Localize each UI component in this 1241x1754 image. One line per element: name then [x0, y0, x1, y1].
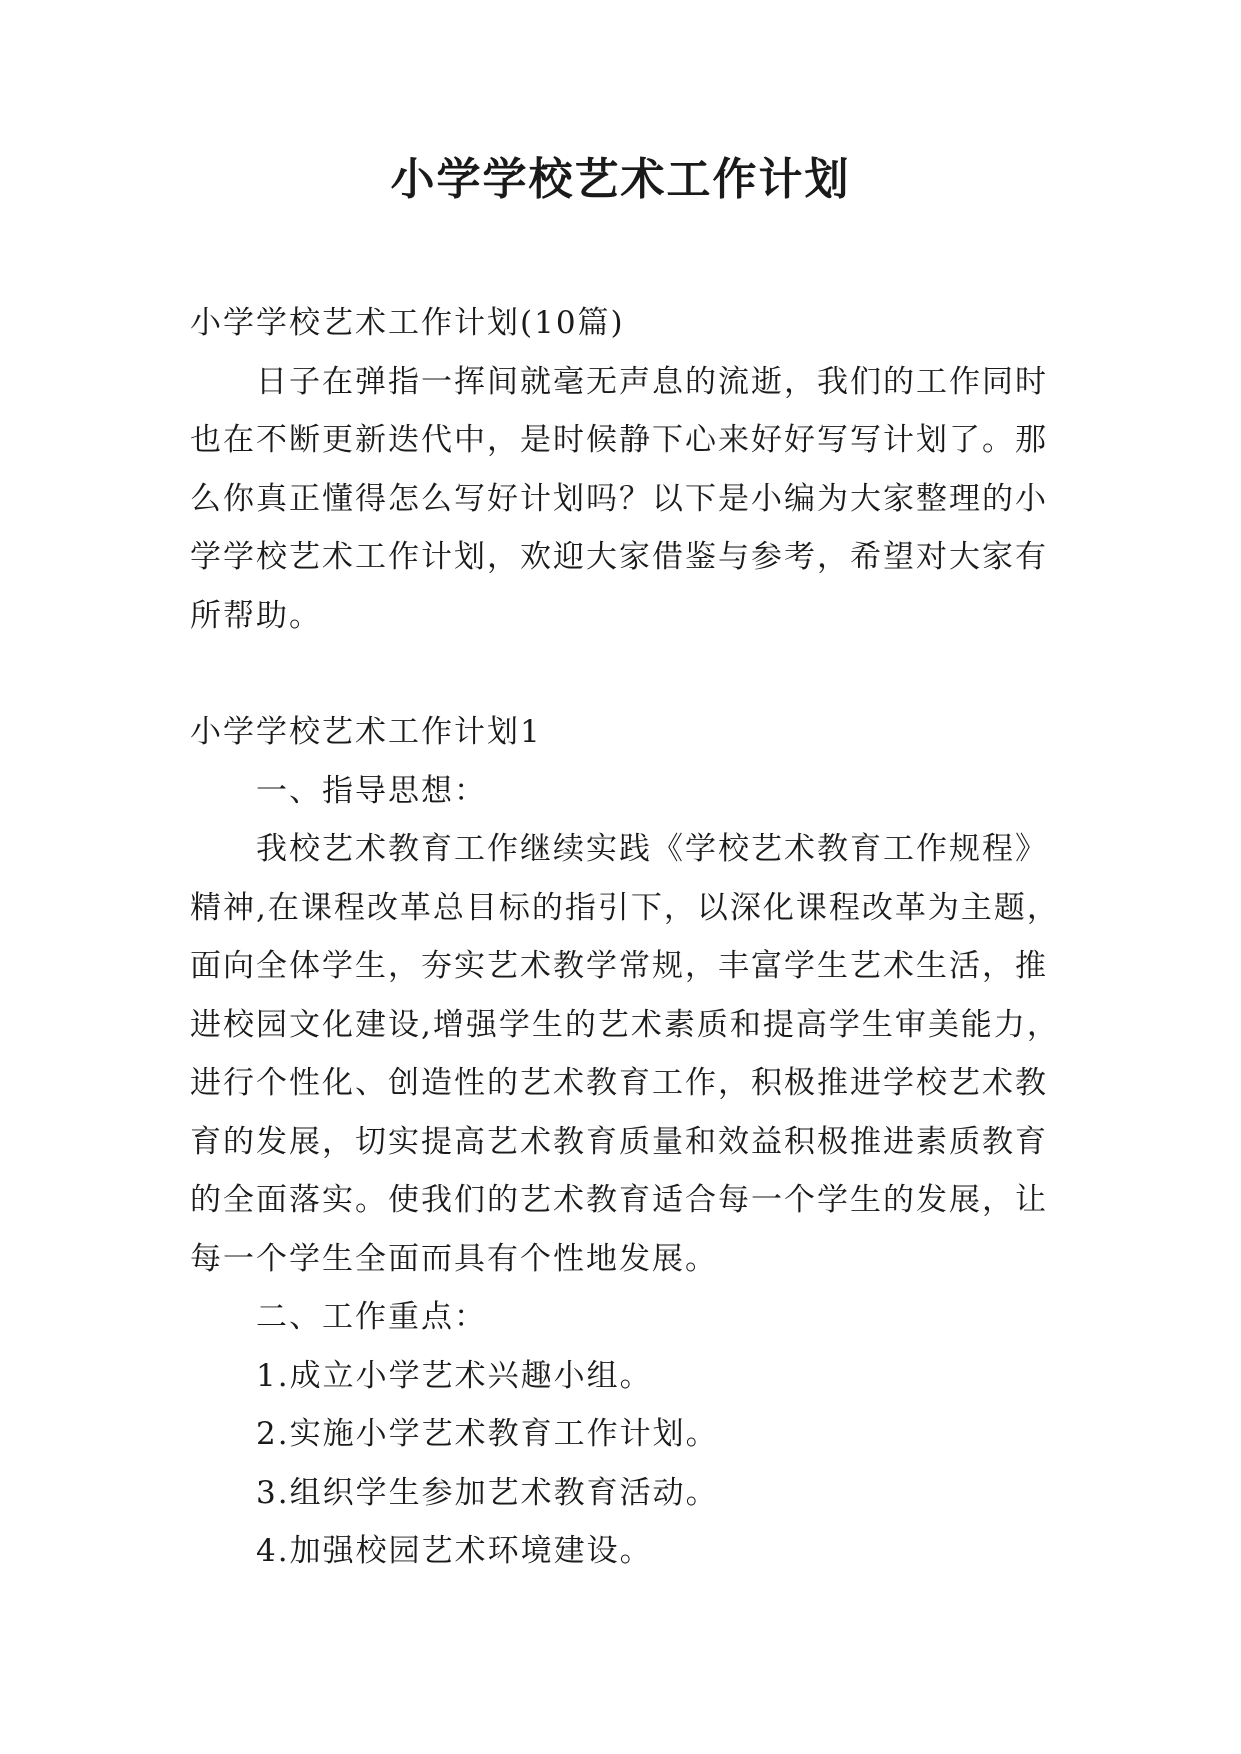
- guiding-paragraph: 我校艺术教育工作继续实践《学校艺术教育工作规程》精神,在课程改革总目标的指引下，以深化课程改革为主题，面向全体学生，夯实艺术教学常规，丰富学生艺术生活，推进校园文化建设,增强学生的艺术素质和提高学生审美能力，进行个性化、创造性的艺术教育工作，积极推进学校艺术教育的发展，切实提高艺术教育质量和效益积极推进素质教育的全面落实。使我们的艺术教育适合每一个学生的发展，让每一个学生全面而具有个性地发展。: [190, 831, 1060, 1277]
- focus-item: 4.加强校园艺术环境建设。: [256, 1533, 653, 1569]
- document-subtitle: 小学学校艺术工作计划(10篇): [190, 305, 625, 341]
- focus-item: 1.成立小学艺术兴趣小组。: [256, 1357, 653, 1394]
- focus-heading: 二、工作重点：: [256, 1299, 487, 1335]
- document-body: [190, 294, 1070, 1581]
- guiding-heading: 一、指导思想：: [256, 772, 487, 809]
- intro-paragraph: 日子在弹指一挥间就毫无声息的流逝，我们的工作同时也在不断更新迭代中，是时候静下心来好好写写计划了。那么你真正懂得怎么写好计划吗？以下是小编为大家整理的小学学校艺术工作计划，欢迎大家借鉴与参考，希望对大家有所帮助。: [190, 363, 1048, 634]
- section-heading: 小学学校艺术工作计划1: [190, 714, 542, 750]
- focus-item: 3.组织学生参加艺术教育活动。: [256, 1474, 719, 1511]
- focus-item: 2.实施小学艺术教育工作计划。: [256, 1416, 719, 1452]
- paragraph-gap: [190, 645, 1070, 703]
- document-title: 小学学校艺术工作计划: [390, 154, 851, 205]
